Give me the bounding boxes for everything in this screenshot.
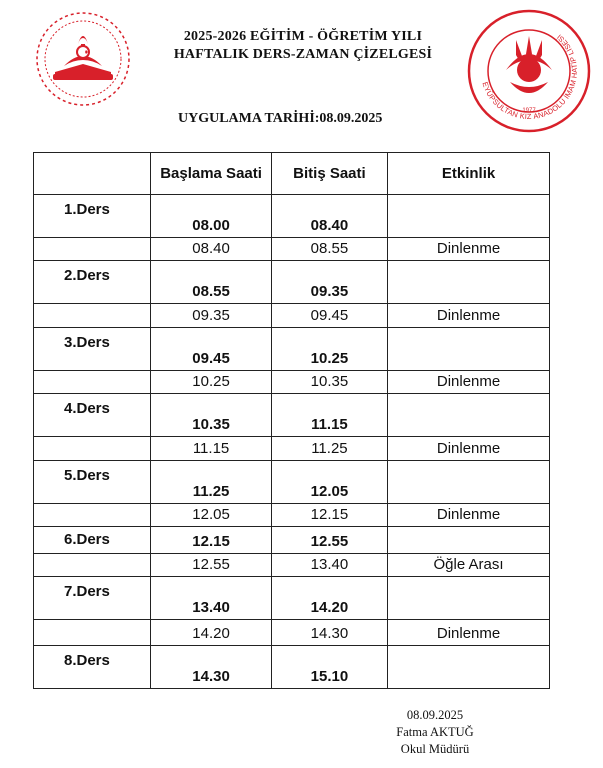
break-row <box>34 553 550 577</box>
header-end-time: Bitiş Saati <box>271 153 387 195</box>
lesson-activity <box>388 577 550 620</box>
lesson-row <box>34 327 550 370</box>
lesson-end: 12.55 <box>271 527 387 554</box>
lesson-row <box>34 460 550 503</box>
break-activity: Öğle Arası <box>388 553 550 577</box>
lesson-row <box>34 645 550 688</box>
page-title-line1: 2025-2026 EĞİTİM - ÖĞRETİM YILI <box>183 29 423 44</box>
lesson-start: 08.00 <box>151 195 271 238</box>
break-start: 12.55 <box>151 553 271 577</box>
break-row <box>34 503 550 527</box>
signature-name: Fatma AKTUĞ <box>396 725 474 739</box>
lesson-activity <box>388 327 550 370</box>
lesson-start: 09.45 <box>151 327 271 370</box>
lesson-end: 14.20 <box>271 577 387 620</box>
schedule-table <box>33 152 550 689</box>
break-end: 14.30 <box>271 620 387 646</box>
break-start: 08.40 <box>151 237 271 261</box>
break-row <box>34 370 550 394</box>
lesson-row <box>34 394 550 437</box>
break-end: 08.55 <box>271 237 387 261</box>
break-activity: Dinlenme <box>388 437 550 461</box>
lesson-start: 10.35 <box>151 394 271 437</box>
lesson-label: 5.Ders <box>34 460 151 503</box>
break-end: 13.40 <box>271 553 387 577</box>
break-activity: Dinlenme <box>388 503 550 527</box>
break-start: 14.20 <box>151 620 271 646</box>
break-end: 11.25 <box>271 437 387 461</box>
lesson-label: 2.Ders <box>34 261 151 304</box>
header-start-time: Başlama Saati <box>151 153 271 195</box>
lesson-start: 12.15 <box>151 527 271 554</box>
break-end: 10.35 <box>271 370 387 394</box>
page-title-line2: HAFTALIK DERS-ZAMAN ÇİZELGESİ <box>173 47 433 62</box>
lesson-start: 14.30 <box>151 645 271 688</box>
break-activity: Dinlenme <box>388 370 550 394</box>
break-label-empty <box>34 620 151 646</box>
lesson-start: 11.25 <box>151 460 271 503</box>
lesson-label: 3.Ders <box>34 327 151 370</box>
lesson-start: 08.55 <box>151 261 271 304</box>
lesson-activity <box>388 527 550 554</box>
lesson-end: 11.15 <box>271 394 387 437</box>
break-end: 12.15 <box>271 503 387 527</box>
break-label-empty <box>34 553 151 577</box>
lesson-end: 10.25 <box>271 327 387 370</box>
lesson-label: 4.Ders <box>34 394 151 437</box>
break-label-empty <box>34 237 151 261</box>
signature-role: Okul Müdürü <box>400 742 470 756</box>
lesson-activity <box>388 195 550 238</box>
break-label-empty <box>34 437 151 461</box>
lesson-row <box>34 195 550 238</box>
lesson-label: 1.Ders <box>34 195 151 238</box>
break-row <box>34 237 550 261</box>
lesson-end: 09.35 <box>271 261 387 304</box>
break-start: 10.25 <box>151 370 271 394</box>
break-row <box>34 304 550 328</box>
lesson-start: 13.40 <box>151 577 271 620</box>
break-row <box>34 437 550 461</box>
lesson-label: 6.Ders <box>34 527 151 554</box>
lesson-end: 12.05 <box>271 460 387 503</box>
break-activity: Dinlenme <box>388 237 550 261</box>
lesson-row <box>34 527 550 554</box>
application-date: UYGULAMA TARİHİ:08.09.2025 <box>178 111 383 126</box>
table-header-row <box>34 153 550 195</box>
break-start: 12.05 <box>151 503 271 527</box>
lesson-row <box>34 577 550 620</box>
break-label-empty <box>34 304 151 328</box>
break-activity: Dinlenme <box>388 620 550 646</box>
break-start: 09.35 <box>151 304 271 328</box>
lesson-activity <box>388 261 550 304</box>
lesson-label: 7.Ders <box>34 577 151 620</box>
lesson-row <box>34 261 550 304</box>
seal-ring-text: EYÜPSULTAN KIZ ANADOLU İMAM HATİP LİSESİ <box>480 32 580 122</box>
break-row <box>34 620 550 646</box>
break-activity: Dinlenme <box>388 304 550 328</box>
lesson-activity <box>388 460 550 503</box>
header-activity: Etkinlik <box>388 153 550 195</box>
lesson-activity <box>388 394 550 437</box>
header-empty-cell <box>34 153 151 195</box>
lesson-end: 08.40 <box>271 195 387 238</box>
signature-date: 08.09.2025 <box>406 708 464 722</box>
break-end: 09.45 <box>271 304 387 328</box>
ministry-logo <box>28 8 138 110</box>
lesson-end: 15.10 <box>271 645 387 688</box>
lesson-label: 8.Ders <box>34 645 151 688</box>
break-label-empty <box>34 503 151 527</box>
school-seal <box>466 8 592 134</box>
seal-year: 1977 <box>522 108 536 114</box>
break-start: 11.15 <box>151 437 271 461</box>
break-label-empty <box>34 370 151 394</box>
lesson-activity <box>388 645 550 688</box>
